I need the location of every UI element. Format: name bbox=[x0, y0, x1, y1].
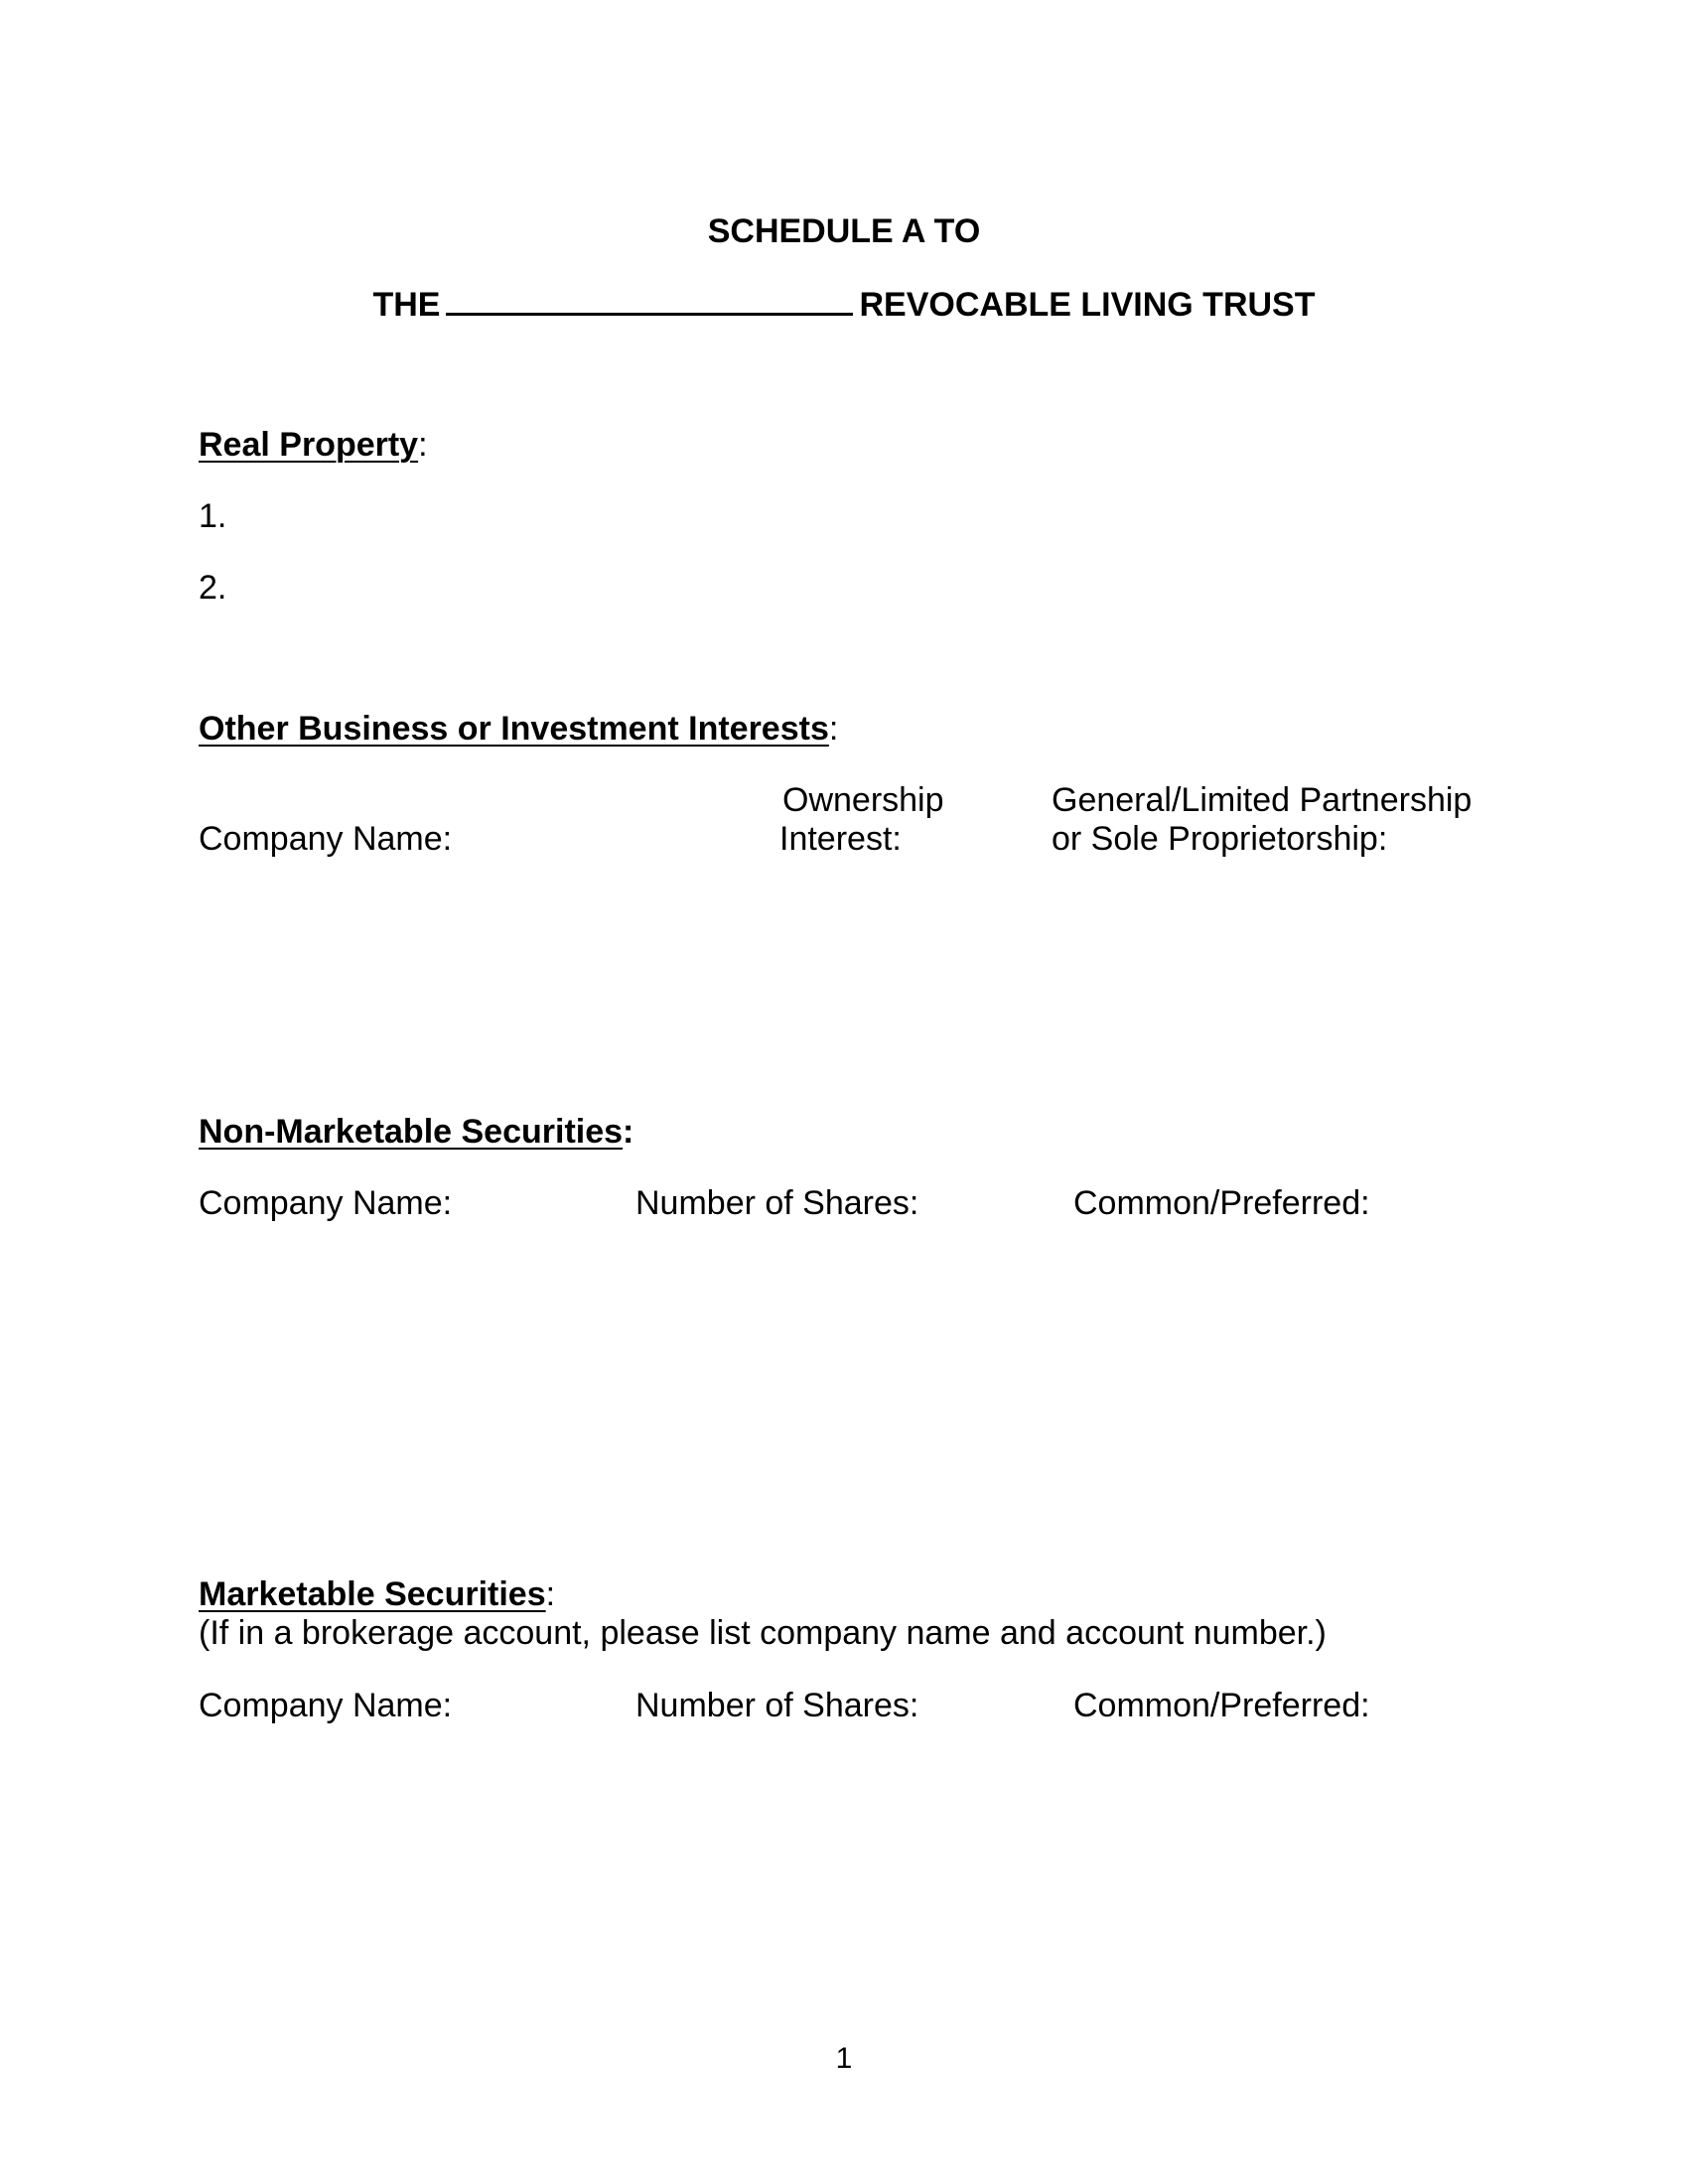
column-partnership-line1: General/Limited Partnership bbox=[1052, 781, 1473, 819]
page-number: 1 bbox=[835, 2042, 853, 2075]
column-company-name: Company Name: bbox=[199, 820, 453, 858]
column-common-preferred: Common/Preferred: bbox=[1073, 1184, 1370, 1222]
column-ownership-line2: Interest: bbox=[779, 820, 902, 858]
real-property-item: 1. bbox=[199, 497, 227, 535]
business-interests-colon: : bbox=[828, 710, 839, 748]
trust-name-prefix: THE bbox=[372, 286, 441, 324]
marketable-colon: : bbox=[545, 1575, 556, 1613]
trust-name-line bbox=[0, 283, 1688, 325]
marketable-note: (If in a brokerage account, please list company name and account number.) bbox=[199, 1614, 1327, 1652]
column-common-preferred: Common/Preferred: bbox=[1073, 1687, 1370, 1724]
non-marketable-label: Non-Marketable Securities bbox=[199, 1113, 624, 1151]
column-company-name: Company Name: bbox=[199, 1184, 453, 1222]
real-property-label: Real Property bbox=[199, 426, 419, 464]
trust-name-suffix: REVOCABLE LIVING TRUST bbox=[859, 286, 1316, 324]
trust-name-blank bbox=[446, 283, 853, 316]
column-partnership-line2: or Sole Proprietorship: bbox=[1052, 820, 1388, 858]
column-ownership-line1: Ownership bbox=[782, 781, 944, 819]
column-company-name: Company Name: bbox=[199, 1687, 453, 1724]
column-number-of-shares: Number of Shares: bbox=[635, 1687, 919, 1724]
marketable-label: Marketable Securities bbox=[199, 1575, 546, 1613]
column-number-of-shares: Number of Shares: bbox=[635, 1184, 919, 1222]
business-interests-label: Other Business or Investment Interests bbox=[199, 710, 829, 748]
marketable-heading bbox=[199, 1574, 555, 1614]
real-property-heading bbox=[199, 425, 428, 465]
non-marketable-heading bbox=[199, 1112, 633, 1152]
non-marketable-colon: : bbox=[623, 1113, 634, 1151]
business-interests-heading bbox=[199, 709, 838, 749]
document-title: SCHEDULE A TO bbox=[707, 212, 981, 250]
real-property-colon: : bbox=[418, 426, 428, 464]
real-property-item: 2. bbox=[199, 569, 227, 607]
